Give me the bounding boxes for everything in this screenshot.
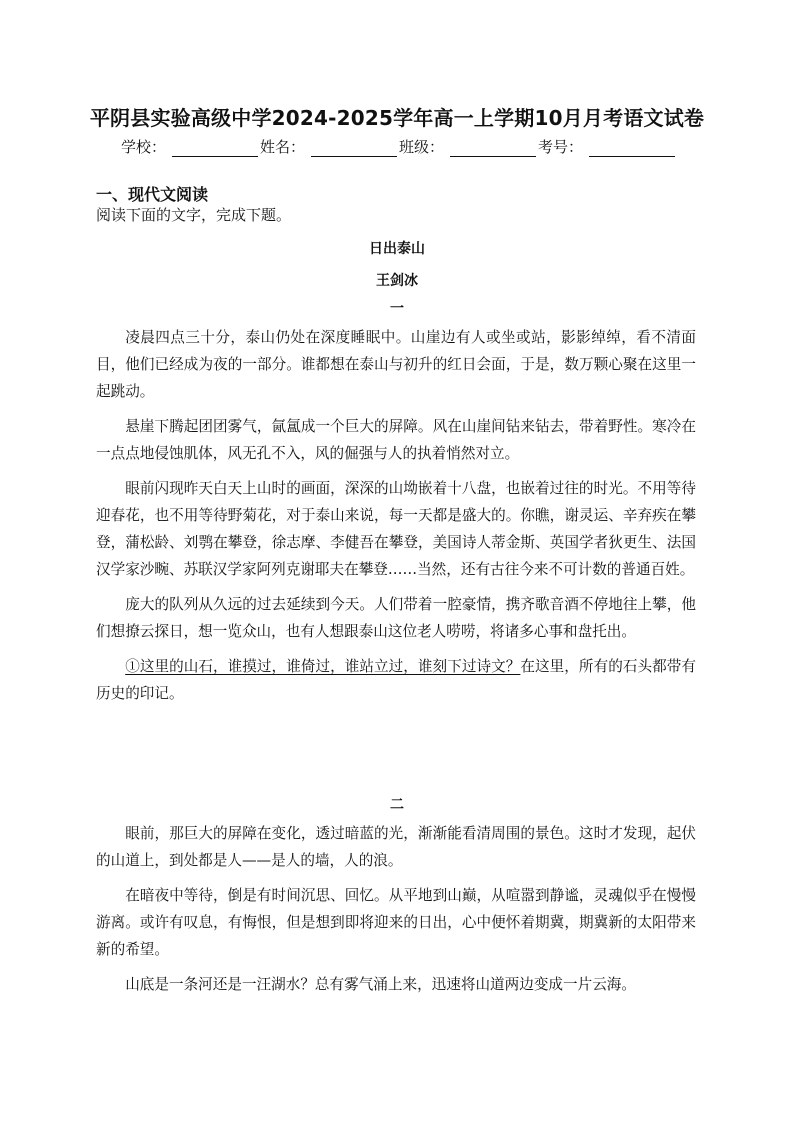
- student-info-line: [121, 136, 677, 157]
- class-label: 班级：: [399, 138, 445, 156]
- paragraph-rest: 在这里，所有的石头都带有历史的印记。: [96, 658, 696, 702]
- exam-title: 平阴县实验高级中学2024-2025学年高一上学期10月月考语文试卷: [89, 106, 705, 130]
- name-label: 姓名：: [260, 138, 306, 156]
- paragraph: 眼前，那巨大的屏障在变化，透过暗蓝的光，渐渐能看清周围的景色。这时才发现，起伏的山道上，到处都是人——是人的墙，人的浪。: [96, 825, 696, 869]
- school-label: 学校：: [121, 138, 167, 156]
- paragraph: 庞大的队列从久远的过去延续到今天。人们带着一腔豪情，携齐歌音酒不停地往上攀，他们想撩云探日，想一览众山，也有人想跟泰山这位老人唠唠，将诸多心事和盘托出。: [96, 596, 696, 640]
- class-blank[interactable]: [450, 140, 536, 157]
- paragraph: 凌晨四点三十分，泰山仍处在深度睡眠中。山崖边有人或坐或站，影影绰绰，看不清面目，他们已经成为夜的一部分。谁都想在泰山与初升的红日会面，于是，数万颗心聚在这里一起跳动。: [96, 329, 696, 400]
- paragraph: 山底是一条河还是一汪湖水？总有雾气涌上来，迅速将山道两边变成一片云海。: [125, 976, 636, 993]
- paragraph: 在暗夜中等待，倒是有时间沉思、回忆。从平地到山巅，从喧嚣到静谧，灵魂似乎在慢慢游离。或许有叹息，有悔恨，但是想到即将迎来的日出，心中便怀着期冀，期冀新的太阳带来新的希望。: [96, 887, 696, 958]
- exam-number-label: 考号：: [538, 138, 584, 156]
- paragraph: 眼前闪现昨天白天上山时的画面，深深的山坳嵌着十八盘，也嵌着过往的时光。不用等待迎春花，也不用等待野菊花，对于泰山来说，每一天都是盛大的。你瞧，谢灵运、辛弃疾在攀登，蒲松龄、刘鹗在攀登，徐志摩、李健吾在攀登，美国诗人蒂金斯、英国学者狄更生、法国汉学家沙畹、苏联汉学家阿列克谢耶夫在攀登……当然，还有古往今来不可计数的普通百姓。: [96, 480, 696, 578]
- section-instruction: 阅读下面的文字，完成下题。: [96, 206, 292, 224]
- article-author: 王剑冰: [376, 273, 418, 289]
- part-one-mark: 一: [390, 301, 404, 317]
- article-part-two: [96, 820, 696, 1006]
- article-part-one: [96, 324, 696, 715]
- article-title: 日出泰山: [369, 241, 425, 257]
- name-blank[interactable]: [311, 140, 397, 157]
- paragraph: 悬崖下腾起团团雾气，氤氲成一个巨大的屏障。风在山崖间钻来钻去，带着野性。寒冷在一点点地侵蚀肌体，风无孔不入，风的倔强与人的执着悄然对立。: [96, 418, 696, 462]
- underlined-sentence-1: ①这里的山石，谁摸过，谁倚过，谁站立过，谁刻下过诗文？: [125, 658, 521, 675]
- school-blank[interactable]: [172, 140, 258, 157]
- part-two-mark: 二: [390, 797, 404, 813]
- exam-number-blank[interactable]: [589, 140, 675, 157]
- paragraph-with-underline: [96, 653, 696, 707]
- section-heading: 一、现代文阅读: [96, 185, 209, 204]
